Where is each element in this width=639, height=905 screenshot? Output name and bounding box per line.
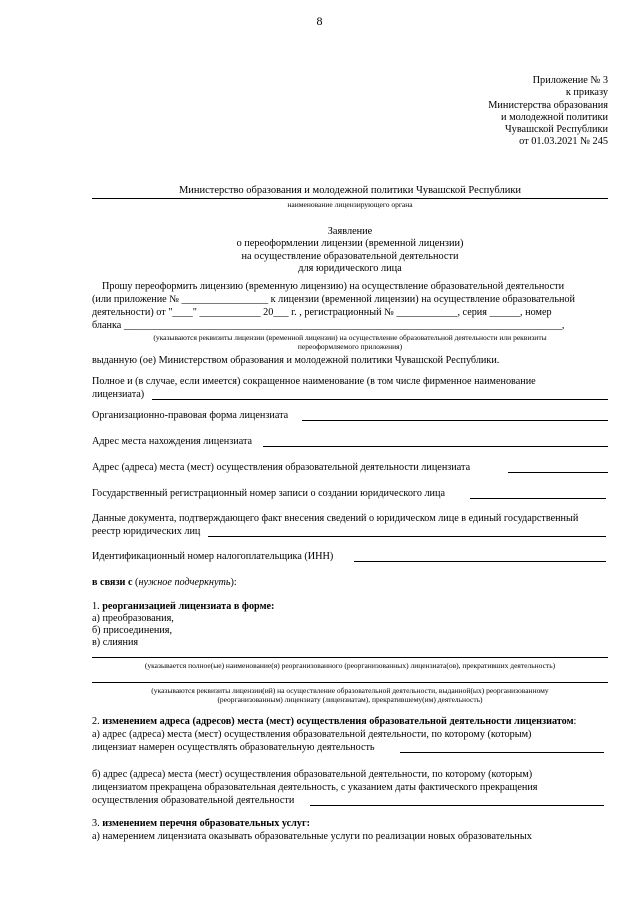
section-1-heading [92, 601, 274, 613]
section-1-item-b: б) присоединения, [92, 625, 172, 636]
full-name-field[interactable] [152, 399, 608, 400]
new-address-field[interactable] [400, 752, 604, 753]
section-2-heading [92, 716, 576, 728]
request-line-3: деятельности) от "____" ____________ 20___ г. , регистрационный № ____________, серия ______, номер [92, 307, 552, 318]
appendix-line: и молодежной политики [501, 111, 608, 123]
title-line: о переоформлении лицензии (временной лицензии) [236, 238, 464, 250]
section-1-item-c: в) слияния [92, 637, 139, 648]
licensing-authority-caption: наименование лицензирующего органа [287, 200, 413, 209]
inn-label: Идентификационный номер налогоплательщика (ИНН) [92, 551, 334, 562]
title-line: на осуществление образовательной деятельности [241, 250, 459, 262]
activity-address-label: Адрес (адреса) места (мест) осуществления образовательной деятельности лицензиата [92, 462, 471, 473]
section-1-caption-2: (указываются реквизиты лицензии(ий) на осуществление образовательной деятельности, выданной(ых) реорганизованному [151, 686, 549, 695]
legal-form-field[interactable] [302, 420, 608, 421]
full-name-label-cont: лицензиата) [92, 389, 145, 400]
egrul-field[interactable] [208, 536, 606, 537]
request-caption-1: (указываются реквизиты лицензии (временной лицензии) на осуществление образовательной деятельности или реквизиты [153, 333, 547, 342]
address-label: Адрес места нахождения лицензиата [92, 436, 253, 447]
section-2-title: изменением адреса (адресов) места (мест) осуществления образовательной деятельности лицензиатом [102, 716, 574, 727]
paren-open: ( [132, 577, 139, 588]
page-number: 8 [316, 14, 323, 28]
section-1-number: 1. [92, 601, 103, 612]
document-title [92, 226, 608, 275]
section-2-b-line-3: осуществления образовательной деятельности [92, 795, 295, 806]
appendix-line: Чувашской Республики [504, 124, 608, 136]
appendix-block [400, 75, 608, 149]
section-2-a-line-2: лицензиат намерен осуществлять образовательную деятельность [92, 742, 375, 753]
in-connection-bold: в связи с [92, 577, 133, 588]
request-line-1: Прошу переоформить лицензию (временную лицензию) на осуществление образовательной деятельности [102, 281, 565, 292]
section-3-number: 3. [92, 818, 103, 829]
reorganized-names-field[interactable] [92, 657, 608, 658]
title-line: для юридического лица [298, 262, 402, 274]
appendix-line: Министерства образования [488, 99, 608, 111]
reorganized-licenses-field[interactable] [92, 682, 608, 683]
section-1-item-a: а) преобразования, [92, 613, 174, 624]
section-1-caption-1: (указывается полное(ые) наименование(я) реорганизованного (реорганизованных) лицензиата(ов), прекративших деятельность) [144, 661, 556, 670]
title-line: Заявление [327, 226, 373, 237]
section-2-b-line-1: б) адрес (адреса) места (мест) осуществления образовательной деятельности, по которому (которым) [92, 769, 533, 780]
section-2-a-line-1: а) адрес (адреса) места (мест) осуществления образовательной деятельности, по которому (которым) [92, 729, 532, 740]
licensing-authority: Министерство образования и молодежной политики Чувашской Республики [92, 184, 608, 199]
appendix-line: от 01.03.2021 № 245 [519, 136, 608, 148]
activity-address-field[interactable] [508, 472, 608, 473]
egrul-label-cont: реестр юридических лиц [92, 526, 201, 537]
request-line-4: бланка ______________________________________________________________________________________, [92, 320, 565, 331]
in-connection-line [92, 577, 237, 589]
ogrn-field[interactable] [470, 498, 606, 499]
section-3-a-line-1: а) намерением лицензиата оказывать образовательные услуги по реализации новых образовательных [92, 831, 532, 842]
egrul-label: Данные документа, подтверждающего факт внесения сведений о юридическом лице в единый государственный [92, 513, 579, 524]
appendix-line: к приказу [565, 87, 608, 99]
ogrn-label: Государственный регистрационный номер записи о создании юридического лица [92, 488, 445, 499]
issued-by: выданную (ое) Министерством образования и молодежной политики Чувашской Республики. [92, 355, 500, 366]
section-1-caption-3: (реорганизованным) лицензиату (лицензиатам), прекратившему(им) деятельность) [217, 695, 483, 704]
section-2-number: 2. [92, 716, 103, 727]
underline-hint: нужное подчеркнуть [138, 577, 231, 588]
paren-close: ): [230, 577, 237, 588]
closed-address-field[interactable] [310, 805, 604, 806]
section-3-title: изменением перечня образовательных услуг: [102, 818, 310, 829]
request-line-2: (или приложение № _________________ к лицензии (временной лицензии) на осуществление образовательной [92, 294, 575, 305]
section-2-b-line-2: лицензиатом прекращена образовательная деятельность, с указанием даты фактического прекращения [92, 782, 538, 793]
section-2-colon: : [573, 716, 577, 727]
inn-field[interactable] [354, 561, 606, 562]
appendix-line: Приложение № 3 [532, 75, 608, 86]
legal-form-label: Организационно-правовая форма лицензиата [92, 410, 289, 421]
section-3-heading [92, 818, 310, 830]
section-1-title: реорганизацией лицензиата в форме: [102, 601, 275, 612]
request-caption-2: переоформляемого приложения) [297, 342, 403, 351]
address-field[interactable] [263, 446, 608, 447]
full-name-label: Полное и (в случае, если имеется) сокращенное наименование (в том числе фирменное наименование [92, 376, 536, 387]
